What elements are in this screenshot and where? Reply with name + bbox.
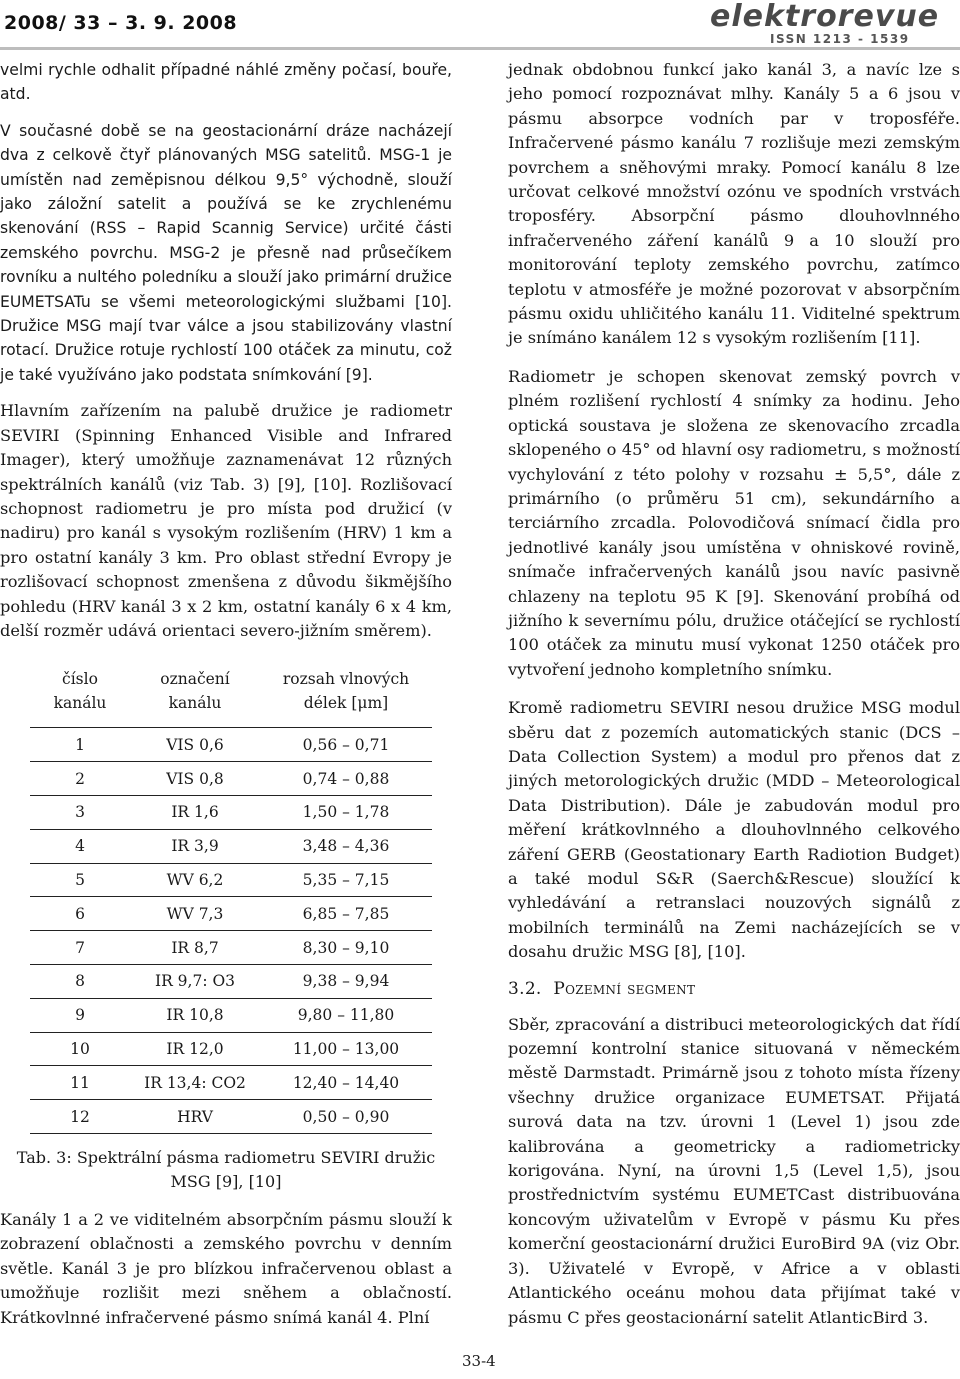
paragraph: Kanály 1 a 2 ve viditelném absorpčním pásmu slouží k zobrazení oblačnosti a zemského povrchu v denním světle. Kanál 3 je pro blízkou infračervenou oblast a umožňuje rozlišit mezi sněhem a oblačností. Krátkovlnné infračervené pásmo snímá kanál 4. Plní — [0, 1209, 452, 1327]
paragraph: velmi rychle odhalit případné náhlé změny počasí, bouře, atd. — [0, 61, 452, 104]
paragraph: Radiometr je schopen skenovat zemský povrch v plném rozlišení rychlostí 4 snímky za hodinu. Jeho optická soustava je složena ze skenovacího zrcadla sklopeného o 45° od hlavní osy radiometru, s možností vychylování z této polohy v rozsahu ± 5,5°, dále z primárního (o průměru 51 cm), sekundárního a terciárního zrcadla. Polovodičová snímací čidla pro jednotlivé kanály jsou umístěna v ohniskové rovině, snímače infračervených kanálů jsou navíc pasivně chlazeny na teplotu 95 K [9]. Skenování probíhá od jižního k severnímu pólu, družice otáčející se rychlostí 100 otáček za minutu musí vykonat 1250 otáček pro vytvoření jednoho kompletního snímku. — [508, 366, 960, 679]
table-row — [30, 1100, 432, 1134]
table-cell: 8,30 – 9,10 — [260, 931, 432, 965]
right-column — [508, 58, 960, 1330]
table-row — [30, 795, 432, 829]
paragraph: Sběr, zpracování a distribuci meteorologických dat řídí pozemní kontrolní stanice situovaná v německém městě Darmstadt. Primárně jsou z tohoto místa řízeny všechny družice organizace EUMETSAT. Přijatá surová data na tzv. úrovni 1 (Level 1) jsou zde kalibrována a geometricky a radiometricky korigována. Nyní, na úrovni 1,5 (Level 1,5), jsou prostřednictvím systému EUMETCast distribuována koncovým uživatelům v Evropě v pásmu Ku přes komerční geostacionární družici EuroBird 9A (viz Obr. 3). Uživatelé v Evropě, v Africe a v oblasti Atlantického oceánu mohou data přijímat také v pásmu C přes geostacionární satelit AtlanticBird 3. — [508, 1014, 960, 1327]
table-row — [30, 1066, 432, 1100]
issue-header: 2008/ 33 – 3. 9. 2008 — [4, 12, 238, 34]
table-cell: IR 13,4: CO2 — [130, 1066, 260, 1100]
table-cell: IR 1,6 — [130, 795, 260, 829]
table-cell: WV 7,3 — [130, 897, 260, 931]
table-cell: 12 — [30, 1100, 130, 1134]
table-cell: VIS 0,6 — [130, 728, 260, 762]
table-cell: IR 10,8 — [130, 998, 260, 1032]
page-number: 33-4 — [462, 1352, 496, 1370]
table-row — [30, 829, 432, 863]
section-number: 3.2. — [508, 978, 542, 999]
paragraph: jednak obdobnou funkcí jako kanál 3, a navíc lze s jeho pomocí rozpoznávat mlhy. Kanály 5 a 6 jsou v pásmu absorpce vodních par v troposféře. Infračervené pásmo kanálu 7 rozlišuje mezi zemským povrchem a sněhovými mraky. Pomocí kanálu 8 lze určovat celkové množství ozónu ve spodních vrstvách troposféry. Absorpční pásmo dlouhovlnného infračerveného záření kanálů 9 a 10 slouží pro monitorování teploty zemského povrchu, zatímco teplotu v atmosféře je možné pozorovat v absorpčním pásmu oxidu uhličitého kanálu 11. Viditelné spektrum je snímáno kanálem 12 s vysokým rozlišením [11]. — [508, 60, 960, 348]
paragraph: Kromě radiometru SEVIRI nesou družice MSG modul sběru dat z pozemích automatických stanic (DCS – Data Collection System) a modul pro přenos dat z jiných metorologických družic (MDD – Meteorological Data Distribution). Dále je zabudován modul pro měření krátkovlnného a dlouhovlnného celkového záření GERB (Geostationary Earth Radiotion Budget) a také modul S&R (Saerch&Rescue) sloužící k vyhledávání a retranslaci nouzových signálů z mobilních terminálů na Zemi nacházejících se v dosahu družic MSG [8], [10]. — [508, 698, 960, 962]
caption-line: MSG [9], [10] — [170, 1171, 282, 1191]
table-row — [30, 964, 432, 998]
table-row — [30, 897, 432, 931]
table-cell: 5,35 – 7,15 — [260, 863, 432, 897]
header-divider — [0, 47, 960, 50]
left-column — [0, 58, 452, 1330]
table-cell: IR 3,9 — [130, 829, 260, 863]
table-cell: WV 6,2 — [130, 863, 260, 897]
table-cell: 8 — [30, 964, 130, 998]
table-row — [30, 728, 432, 762]
section-title: Pozemní segment — [553, 978, 696, 999]
table-cell: HRV — [130, 1100, 260, 1134]
table-cell: 9 — [30, 998, 130, 1032]
section-heading — [508, 979, 960, 999]
table-cell: 11,00 – 13,00 — [260, 1032, 432, 1066]
table-cell: 0,56 – 0,71 — [260, 728, 432, 762]
table-cell: 9,38 – 9,94 — [260, 964, 432, 998]
table-caption — [0, 1146, 452, 1194]
column-header: číslo kanálu — [30, 657, 130, 728]
table-cell: 0,74 – 0,88 — [260, 762, 432, 796]
seviri-channels-table — [30, 657, 432, 1134]
table-cell: 1 — [30, 728, 130, 762]
table-row — [30, 998, 432, 1032]
table-cell: 6 — [30, 897, 130, 931]
table-cell: 9,80 – 11,80 — [260, 998, 432, 1032]
table-cell: 7 — [30, 931, 130, 965]
paragraph: Hlavním zařízením na palubě družice je radiometr SEVIRI (Spinning Enhanced Visible and Infrared Imager), který umožňuje zaznamenávat 12 různých spektrálních kanálů (viz Tab. 3) [9], [10]. Rozlišovací schopnost radiometru je pro místa pod družicí (v nadiru) pro kanál s vysokým rozlišením (HRV) 1 km a pro ostatní kanály 3 km. Pro oblast střední Evropy je rozlišovací schopnost zmenšena z důvodu šikmějšího pohledu (HRV kanál 3 x 2 km, ostatní kanály 6 x 4 km, delší rozměr udává orientaci severo-jižním směrem). — [0, 401, 452, 640]
table-cell: 0,50 – 0,90 — [260, 1100, 432, 1134]
table-cell: 6,85 – 7,85 — [260, 897, 432, 931]
table-cell: 4 — [30, 829, 130, 863]
table-cell: IR 12,0 — [130, 1032, 260, 1066]
table-cell: 12,40 – 14,40 — [260, 1066, 432, 1100]
table-cell: VIS 0,8 — [130, 762, 260, 796]
table-row — [30, 762, 432, 796]
table-cell: 1,50 – 1,78 — [260, 795, 432, 829]
table-row — [30, 863, 432, 897]
table-cell: 5 — [30, 863, 130, 897]
table-body — [30, 728, 432, 1134]
column-header: označení kanálu — [130, 657, 260, 728]
table-row — [30, 931, 432, 965]
table-cell: 11 — [30, 1066, 130, 1100]
table-cell: 2 — [30, 762, 130, 796]
caption-line: Tab. 3: Spektrální pásma radiometru SEVIRI družic — [16, 1147, 436, 1167]
table-cell: IR 8,7 — [130, 931, 260, 965]
table-row — [30, 1032, 432, 1066]
column-header: rozsah vlnových délek [μm] — [260, 657, 432, 728]
table-cell: 3 — [30, 795, 130, 829]
table-header-row — [30, 657, 432, 728]
table-cell: IR 9,7: O3 — [130, 964, 260, 998]
journal-logo — [710, 2, 950, 46]
table-cell: 10 — [30, 1032, 130, 1066]
issn-label: ISSN 1213 - 1539 — [770, 32, 910, 46]
paragraph: V současné době se na geostacionární dráze nacházejí dva z celkově čtyř plánovaných MSG satelitů. MSG-1 je umístěn nad zeměpisnou délkou 9,5° východně, slouží jako záložní satelit a používá se ke zrychlenému skenování (RSS – Rapid Scannig Service) určité části zemského povrchu. MSG-2 je přesně nad průsečíkem rovníku a nultého poledníku a slouží jako primární družice EUMETSATu se všemi meteorologickými službami [10]. Družice MSG mají tvar válce a jsou stabilizovány vlastní rotací. Družice rotuje rychlostí 100 otáček za minutu, což je také využíváno jako podstata snímkování [9]. — [0, 121, 452, 384]
table-cell: 3,48 – 4,36 — [260, 829, 432, 863]
logo-wordmark: elektrorevue — [710, 0, 940, 34]
